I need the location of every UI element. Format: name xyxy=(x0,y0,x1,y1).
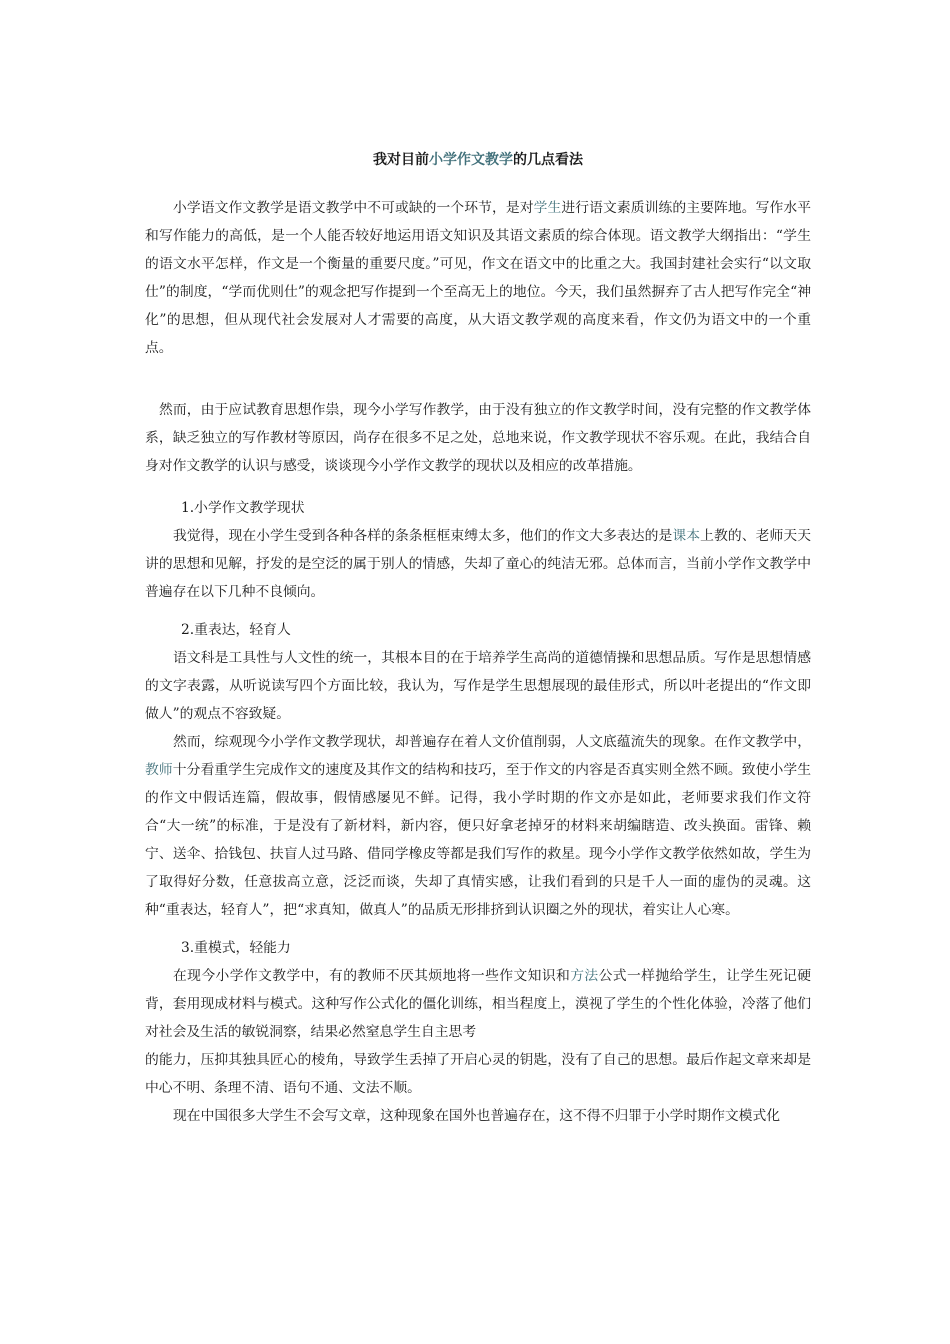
title-text-pre: 我对目前 xyxy=(373,152,429,168)
keyword-link-student[interactable]: 学生 xyxy=(533,200,562,216)
paragraph-section-3a: 在现今小学作文教学中，有的教师不厌其烦地将一些作文知识和方法公式一样抛给学生，让学生死记硬背，套用现成材料与模式。这种写作公式化的僵化训练，相当程度上，漠视了学生的个性化体验，冷落了他们对社会及生活的敏锐洞察，结果必然窒息学生自主思考 xyxy=(145,968,811,1040)
paragraph-situation: 然而，由于应试教育思想作祟，现今小学写作教学，由于没有独立的作文教学时间，没有完整的作文教学体系，缺乏独立的写作教材等原因，尚存在很多不足之处，总地来说，作文教学现状不容乐观。在此，我结合自身对作文教学的认识与感受，谈谈现今小学作文教学的现状以及相应的改革措施。 xyxy=(145,402,811,474)
keyword-link-teacher[interactable]: 教师 xyxy=(145,762,173,778)
paragraph-section-3b: 的能力，压抑其独具匠心的棱角，导致学生丢掉了开启心灵的钥匙，没有了自己的思想。最后作起文章来却是中心不明、条理不清、语句不通、文法不顺。 xyxy=(145,1052,811,1096)
paragraph-section-3c: 现在中国很多大学生不会写文章，这种现象在国外也普遍存在，这不得不归罪于小学时期作文模式化 xyxy=(173,1108,781,1124)
paragraph-intro: 小学语文作文教学是语文教学中不可或缺的一个环节，是对学生进行语文素质训练的主要阵地。写作水平和写作能力的高低，是一个人能否较好地运用语文知识及其语文素质的综合体现。语文教学大纲指出：“学生的语文水平怎样，作文是一个衡量的重要尺度。”可见，作文在语文中的比重之大。我国封建社会实行“以文取仕”的制度，“学而优则仕”的观念把写作提到一个至高无上的地位。今天，我们虽然摒弃了古人把写作完全“神化”的思想，但从现代社会发展对人才需要的高度，从大语文教学观的高度来看，作文仍为语文中的一个重点。 xyxy=(145,200,812,356)
document-page xyxy=(145,145,811,1130)
paragraph-section-1: 我觉得，现在小学生受到各种各样的条条框框束缚太多，他们的作文大多表达的是课本上教的、老师天天讲的思想和见解，抒发的是空泛的属于别人的情感，失却了童心的纯洁无邪。总体而言，当前小学作文教学中普遍存在以下几种不良倾向。 xyxy=(145,528,812,600)
keyword-link-method[interactable]: 方法 xyxy=(570,968,599,984)
title-text-post: 的几点看法 xyxy=(513,152,583,168)
keyword-link-textbook[interactable]: 课本 xyxy=(672,528,701,544)
section-heading-2: 2.重表达，轻育人 xyxy=(181,622,291,638)
section-heading-1: 1.小学作文教学现状 xyxy=(181,500,305,516)
title-keyword-link[interactable]: 小学作文教学 xyxy=(429,152,513,168)
paragraph-section-2b: 然而，综观现今小学作文教学现状，却普遍存在着人文价值削弱，人文底蕴流失的现象。在作文教学中，教师十分看重学生完成作文的速度及其作文的结构和技巧，至于作文的内容是否真实则全然不顾。致使小学生的作文中假话连篇，假故事，假情感屡见不鲜。记得，我小学时期的作文亦是如此，老师要求我们作文符合“大一统”的标准，于是没有了新材料，新内容，便只好拿老掉牙的材料来胡编瞎造、改头换面。雷锋、赖宁、送伞、拾钱包、扶盲人过马路、借同学橡皮等都是我们写作的救星。现今小学作文教学依然如故，学生为了取得好分数，任意拔高立意，泛泛而谈，失却了真情实感，让我们看到的只是千人一面的虚伪的灵魂。这种“重表达，轻育人”，把“求真知，做真人”的品质无形排挤到认识圈之外的现状，着实让人心寒。 xyxy=(145,734,812,918)
section-heading-3: 3.重模式，轻能力 xyxy=(181,940,291,956)
paragraph-section-2a: 语文科是工具性与人文性的统一，其根本目的在于培养学生高尚的道德情操和思想品质。写作是思想情感的文字表露，从听说读写四个方面比较，我认为，写作是学生思想展现的最佳形式，所以叶老提出的“作文即做人”的观点不容致疑。 xyxy=(145,650,811,722)
document-title xyxy=(145,145,811,175)
